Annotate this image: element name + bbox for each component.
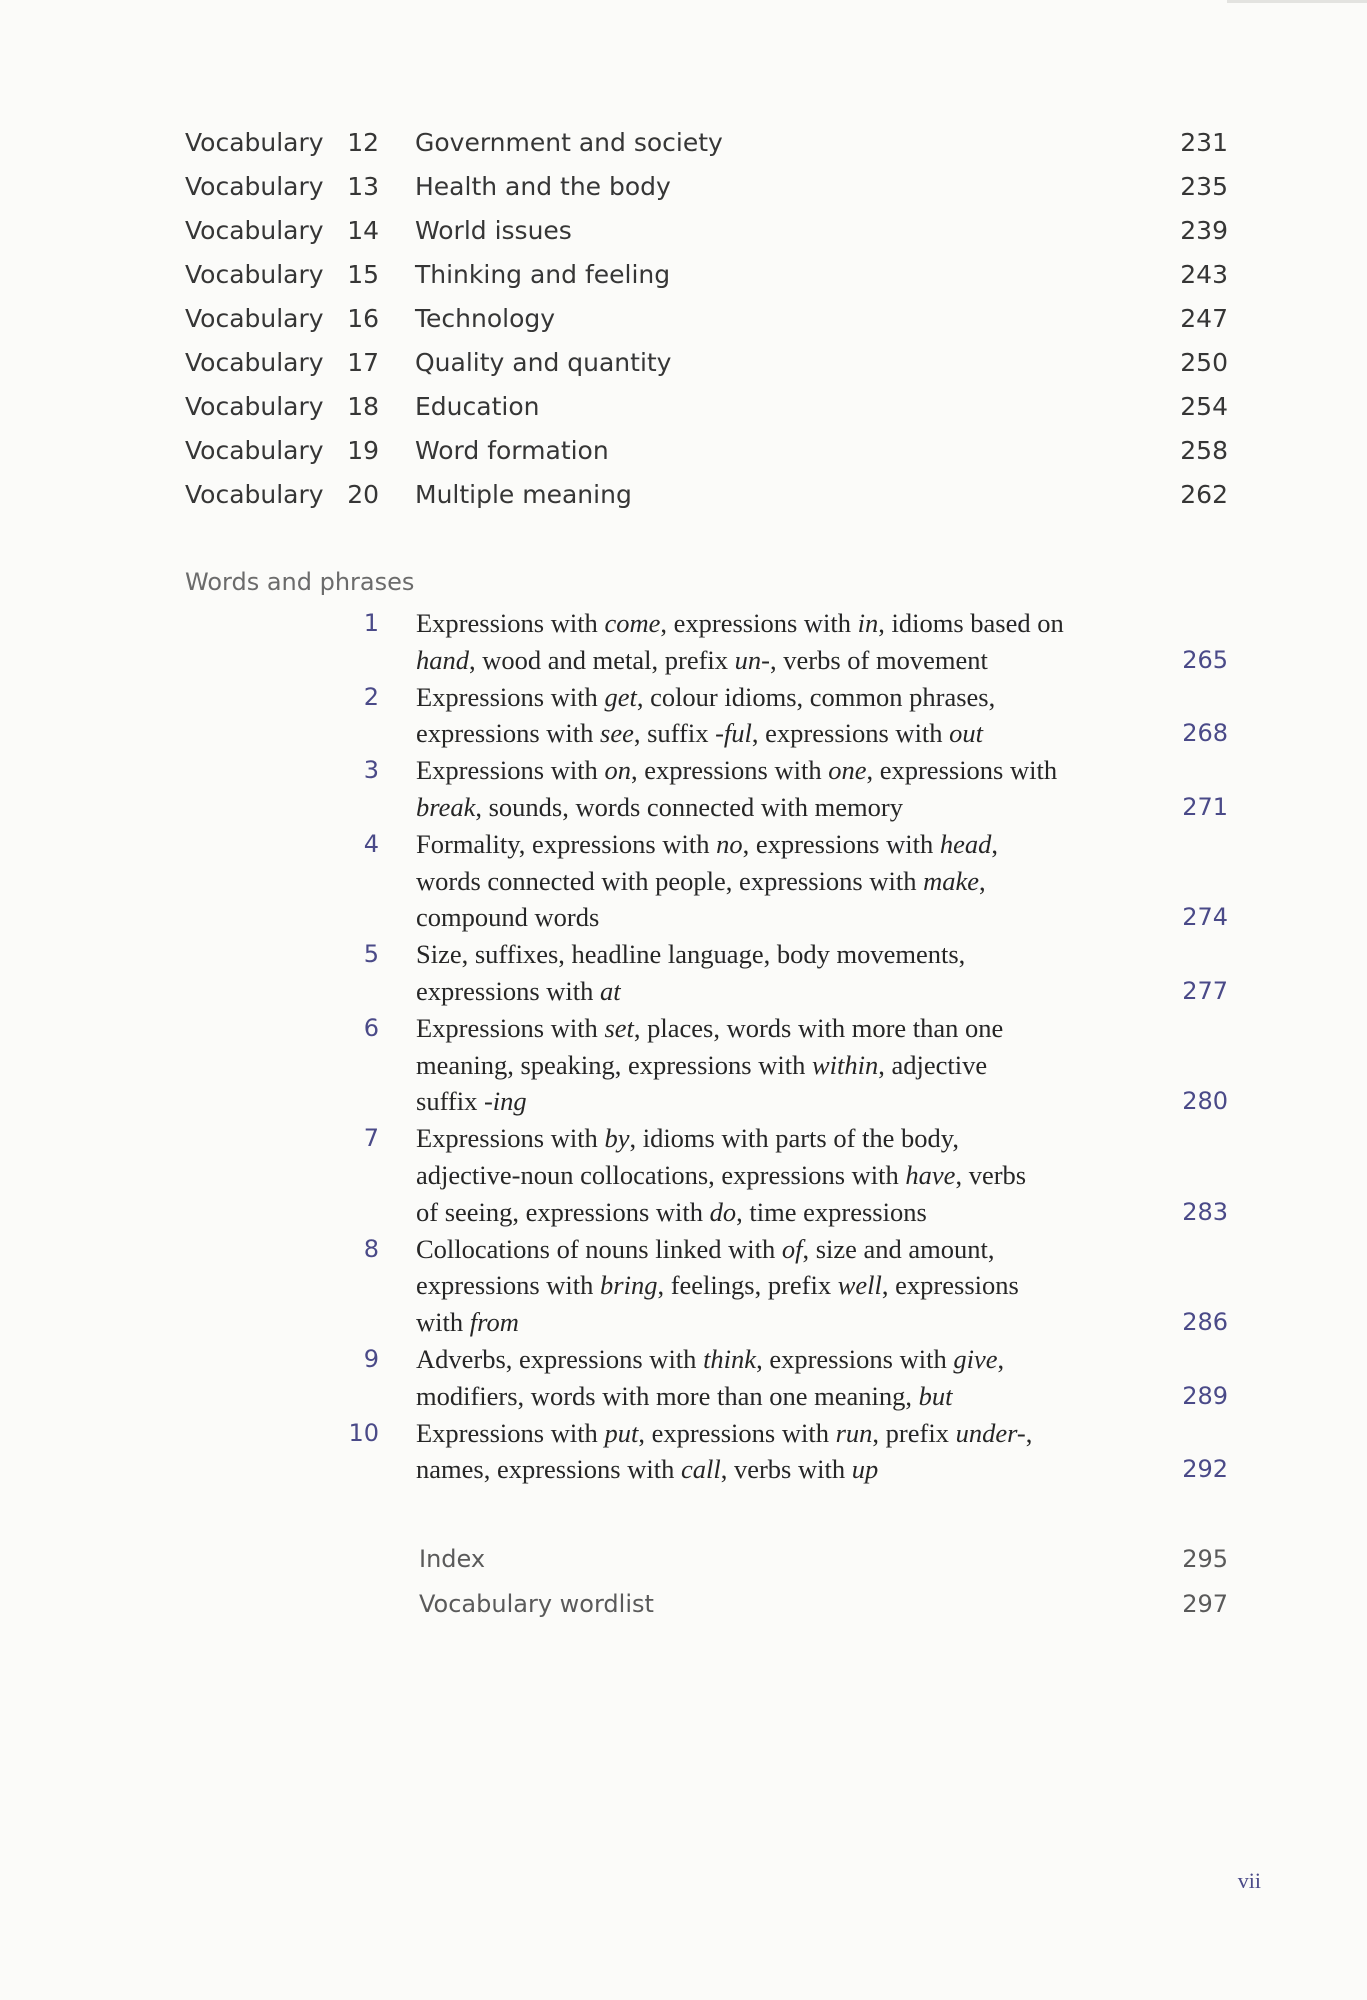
entry-number: 6 xyxy=(363,1013,379,1042)
vocabulary-row[interactable] xyxy=(0,480,1367,524)
vocabulary-number: 16 xyxy=(347,304,379,333)
entry-description xyxy=(416,826,1156,936)
words-phrases-entry[interactable] xyxy=(0,1120,1367,1230)
entry-line: Collocations of nouns linked with of, size and amount, xyxy=(416,1233,995,1264)
words-phrases-entry[interactable] xyxy=(0,679,1367,753)
index-title: Index xyxy=(419,1545,486,1573)
entry-page: 283 xyxy=(1182,1197,1228,1226)
entry-page: 265 xyxy=(1182,645,1228,674)
vocabulary-title: Government and society xyxy=(415,128,723,157)
vocabulary-label: Vocabulary xyxy=(185,216,324,245)
entry-number: 8 xyxy=(363,1234,379,1263)
vocabulary-row[interactable] xyxy=(0,436,1367,480)
entry-number: 2 xyxy=(363,682,379,711)
entry-description xyxy=(416,1415,1156,1489)
vocabulary-page: 243 xyxy=(1180,260,1228,289)
vocabulary-label: Vocabulary xyxy=(185,304,324,333)
entry-line: hand, wood and metal, prefix un-, verbs of movement xyxy=(416,644,988,675)
vocabulary-number: 19 xyxy=(347,436,379,465)
entry-line: Adverbs, expressions with think, expressions with give, xyxy=(416,1343,1005,1374)
words-phrases-entry[interactable] xyxy=(0,1415,1367,1489)
vocabulary-number: 14 xyxy=(347,216,379,245)
words-phrases-entry[interactable] xyxy=(0,936,1367,1010)
vocabulary-number: 12 xyxy=(347,128,379,157)
entry-number: 3 xyxy=(363,756,379,785)
entry-line: Expressions with come, expressions with in, idioms based on xyxy=(416,608,1064,638)
words-phrases-entry[interactable] xyxy=(0,752,1367,826)
entry-number: 7 xyxy=(363,1124,379,1153)
entry-line: Expressions with get, colour idioms, common phrases, xyxy=(416,681,996,712)
index-row[interactable] xyxy=(0,1590,1367,1635)
entry-description xyxy=(416,936,1156,1010)
entry-line: of seeing, expressions with do, time expressions xyxy=(416,1196,927,1227)
vocabulary-label: Vocabulary xyxy=(185,348,324,377)
vocabulary-number: 13 xyxy=(347,172,379,201)
entry-description xyxy=(416,605,1156,679)
vocabulary-row[interactable] xyxy=(0,304,1367,348)
vocabulary-label: Vocabulary xyxy=(185,128,324,157)
words-and-phrases-heading: Words and phrases xyxy=(185,568,415,596)
words-phrases-entry[interactable] xyxy=(0,1341,1367,1415)
vocabulary-number: 17 xyxy=(347,348,379,377)
entry-line: suffix -ing xyxy=(416,1086,527,1117)
vocabulary-title: Quality and quantity xyxy=(415,348,672,377)
vocabulary-title: Technology xyxy=(415,304,556,333)
words-phrases-entry[interactable] xyxy=(0,1231,1367,1341)
entry-number: 4 xyxy=(363,829,379,858)
vocabulary-page: 262 xyxy=(1180,480,1228,509)
vocabulary-title: Thinking and feeling xyxy=(415,260,671,289)
entry-line: expressions with at xyxy=(416,975,621,1006)
vocabulary-label: Vocabulary xyxy=(185,260,324,289)
entry-line: expressions with bring, feelings, prefix well, expressions xyxy=(416,1270,1019,1301)
entry-line: Size, suffixes, headline language, body movements, xyxy=(416,939,966,970)
vocabulary-label: Vocabulary xyxy=(185,392,324,421)
vocabulary-label: Vocabulary xyxy=(185,480,324,509)
entry-line: Formality, expressions with no, expressions with head, xyxy=(416,828,998,859)
vocabulary-page: 231 xyxy=(1180,128,1228,157)
entry-number: 1 xyxy=(363,609,379,637)
entry-page: 268 xyxy=(1182,719,1228,748)
entry-page: 286 xyxy=(1182,1308,1228,1337)
vocabulary-title: Education xyxy=(415,392,540,421)
vocabulary-row[interactable] xyxy=(0,392,1367,436)
entry-line: Expressions with set, places, words with more than one xyxy=(416,1012,1004,1043)
entry-page: 289 xyxy=(1182,1381,1228,1410)
entry-line: names, expressions with call, verbs with up xyxy=(416,1454,879,1485)
entry-page: 274 xyxy=(1182,903,1228,932)
entry-number: 10 xyxy=(348,1418,379,1447)
vocabulary-page: 235 xyxy=(1180,172,1228,201)
entry-line: compound words xyxy=(416,902,600,933)
index-contents-list xyxy=(0,1545,1367,1635)
entry-description xyxy=(416,1231,1156,1341)
vocabulary-label: Vocabulary xyxy=(185,436,324,465)
vocabulary-number: 20 xyxy=(347,480,379,509)
entry-line: Expressions with on, expressions with one, expressions with xyxy=(416,755,1058,786)
vocabulary-row[interactable] xyxy=(0,128,1367,172)
entry-page: 277 xyxy=(1182,976,1228,1005)
entry-description xyxy=(416,1120,1156,1230)
entry-page: 271 xyxy=(1182,792,1228,821)
entry-description xyxy=(416,752,1156,826)
entry-line: meaning, speaking, expressions with within, adjective xyxy=(416,1049,988,1080)
words-and-phrases-list xyxy=(0,605,1367,1488)
entry-line: Expressions with put, expressions with run, prefix under-, xyxy=(416,1417,1033,1448)
scan-edge xyxy=(1227,0,1367,3)
entry-page: 280 xyxy=(1182,1087,1228,1116)
vocabulary-row[interactable] xyxy=(0,348,1367,392)
vocabulary-page: 250 xyxy=(1180,348,1228,377)
vocabulary-row[interactable] xyxy=(0,216,1367,260)
words-phrases-entry[interactable] xyxy=(0,826,1367,936)
vocabulary-page: 239 xyxy=(1180,216,1228,245)
vocabulary-page: 258 xyxy=(1180,436,1228,465)
vocabulary-title: Multiple meaning xyxy=(415,480,632,509)
vocabulary-number: 15 xyxy=(347,260,379,289)
entry-line: Expressions with by, idioms with parts of the body, xyxy=(416,1123,959,1154)
vocabulary-title: Word formation xyxy=(415,436,609,465)
entry-line: words connected with people, expressions with make, xyxy=(416,865,986,896)
vocabulary-number: 18 xyxy=(347,392,379,421)
entry-line: adjective-noun collocations, expressions with have, verbs xyxy=(416,1159,1027,1190)
index-row[interactable] xyxy=(0,1545,1367,1590)
entry-number: 9 xyxy=(363,1344,379,1373)
words-phrases-entry[interactable] xyxy=(0,1010,1367,1120)
entry-line: with from xyxy=(416,1307,519,1338)
vocabulary-page: 247 xyxy=(1180,304,1228,333)
vocabulary-label: Vocabulary xyxy=(185,172,324,201)
entry-description xyxy=(416,1341,1156,1415)
entry-description xyxy=(416,679,1156,753)
words-phrases-entry[interactable] xyxy=(0,605,1367,679)
index-title: Vocabulary wordlist xyxy=(419,1590,654,1618)
vocabulary-row[interactable] xyxy=(0,172,1367,216)
vocabulary-title: World issues xyxy=(415,216,572,245)
page-number: vii xyxy=(1237,1868,1261,1893)
entry-page: 292 xyxy=(1182,1455,1228,1484)
entry-line: expressions with see, suffix -ful, expressions with out xyxy=(416,718,984,749)
index-page: 295 xyxy=(1182,1545,1228,1573)
vocabulary-contents-list xyxy=(0,128,1367,524)
entry-line: modifiers, words with more than one meaning, but xyxy=(416,1380,953,1411)
vocabulary-title: Health and the body xyxy=(415,172,671,201)
entry-description xyxy=(416,1010,1156,1120)
entry-number: 5 xyxy=(363,940,379,969)
vocabulary-row[interactable] xyxy=(0,260,1367,304)
index-page: 297 xyxy=(1182,1590,1228,1618)
vocabulary-page: 254 xyxy=(1180,392,1228,421)
entry-line: break, sounds, words connected with memory xyxy=(416,791,903,822)
